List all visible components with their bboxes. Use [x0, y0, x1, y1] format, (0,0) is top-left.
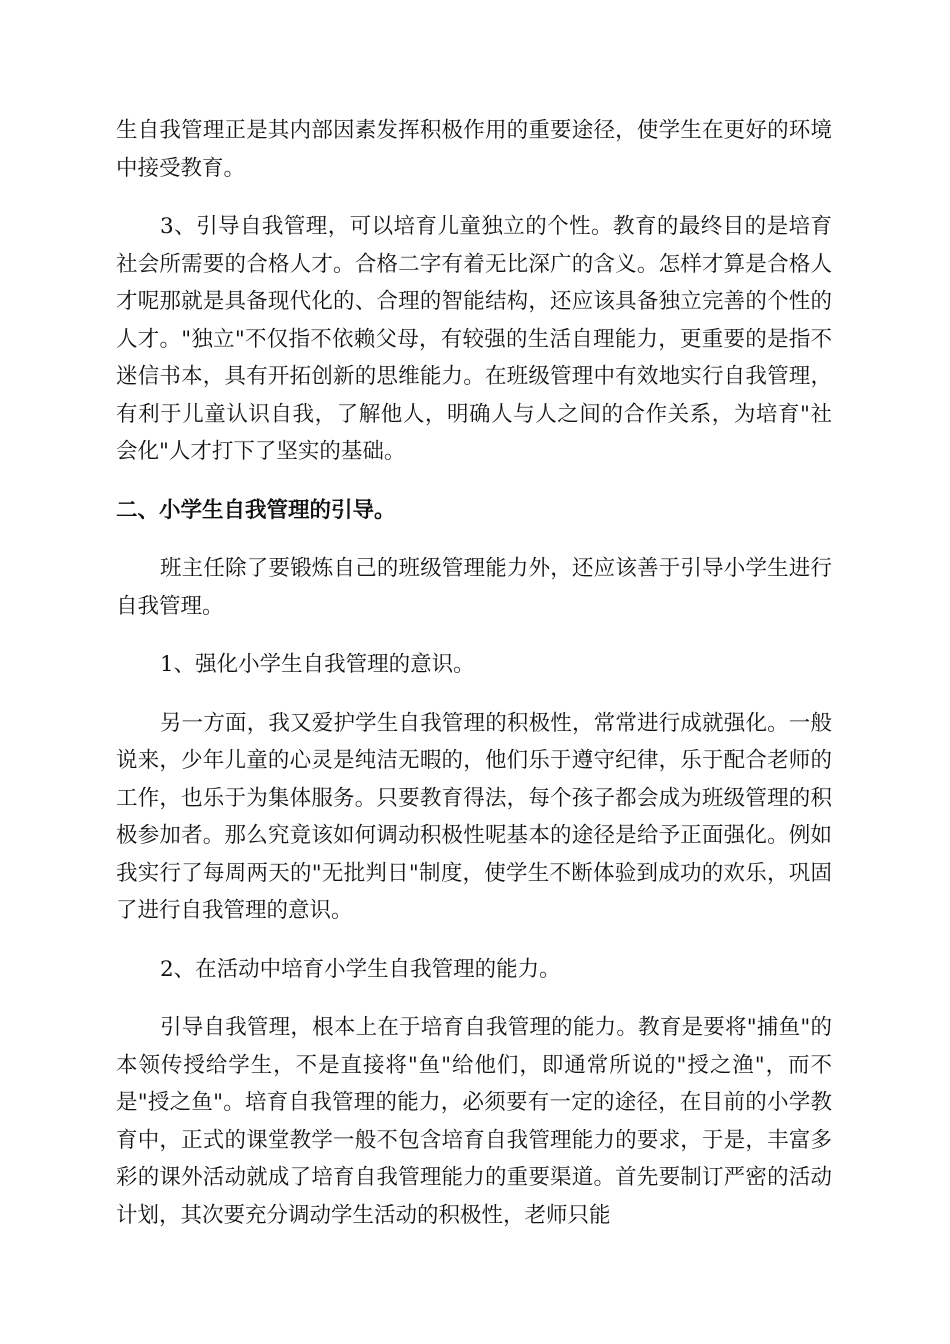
paragraph-intro: 班主任除了要锻炼自己的班级管理能力外，还应该善于引导小学生进行自我管理。	[116, 556, 832, 619]
document-page	[116, 112, 832, 1255]
paragraph-point-3: 3、引导自我管理，可以培育儿童独立的个性。教育的最终目的是培育社会所需要的合格人才。合格二字有着无比深广的含义。怎样才算是合格人才呢那就是具备现代化的、合理的智能结构，还应该具备独立完善的个性的人才。"独立"不仅指不依赖父母，有较强的生活自理能力，更重要的是指不迷信书本，具有开拓创新的思维能力。在班级管理中有效地实行自我管理，有利于儿童认识自我，了解他人，明确人与人之间的合作关系，为培育"社会化"人才打下了坚实的基础。	[116, 214, 832, 464]
section-heading: 二、小学生自我管理的引导。	[116, 497, 396, 523]
subheading-point-2: 2、在活动中培育小学生自我管理的能力。	[160, 956, 561, 982]
paragraph-reinforcement: 另一方面，我又爱护学生自我管理的积极性，常常进行成就强化。一般说来，少年儿童的心灵是纯洁无暇的，他们乐于遵守纪律，乐于配合老师的工作，也乐于为集体服务。只要教育得法，每个孩子都会成为班级管理的积极参加者。那么究竟该如何调动积极性呢基本的途径是给予正面强化。例如我实行了每周两天的"无批判日"制度，使学生不断体验到成功的欢乐，巩固了进行自我管理的意识。	[116, 710, 832, 923]
subheading-point-1: 1、强化小学生自我管理的意识。	[160, 652, 475, 677]
paragraph-continuation: 生自我管理正是其内部因素发挥积极作用的重要途径，使学生在更好的环境中接受教育。	[116, 118, 832, 181]
paragraph-activities: 引导自我管理，根本上在于培育自我管理的能力。教育是要将"捕鱼"的本领传授给学生，不是直接将"鱼"给他们，即通常所说的"授之渔"，而不是"授之鱼"。培育自我管理的能力，必须要有一定的途径，在目前的小学教育中，正式的课堂教学一般不包含培育自我管理能力的要求，于是，丰富多彩的课外活动就成了培育自我管理能力的重要渠道。首先要制订严密的活动计划，其次要充分调动学生活动的积极性，老师只能	[116, 1015, 832, 1228]
